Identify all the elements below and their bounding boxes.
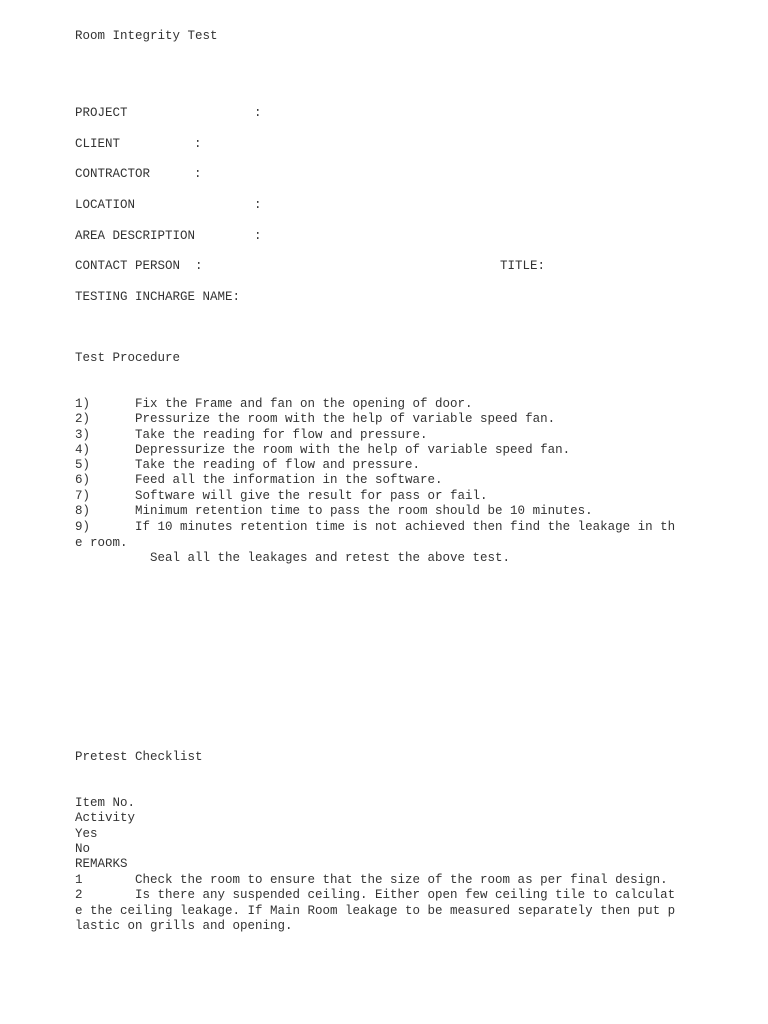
- checklist-item-number: 2: [75, 888, 83, 902]
- procedure-note: Seal all the leakages and retest the above test.: [150, 551, 511, 565]
- checklist-heading: Pretest Checklist: [75, 750, 203, 764]
- field-project-label: PROJECT: [75, 106, 128, 120]
- checklist-item-number: 1: [75, 873, 83, 887]
- procedure-step-number: 6): [75, 473, 91, 487]
- procedure-step-number: 8): [75, 504, 91, 518]
- field-area-description-colon: :: [254, 229, 262, 243]
- procedure-step-text: Take the reading for flow and pressure.: [135, 428, 428, 442]
- field-testing-incharge-label: TESTING INCHARGE NAME:: [75, 290, 241, 304]
- procedure-step-text: Pressurize the room with the help of variable speed fan.: [135, 412, 556, 426]
- procedure-step-number: 7): [75, 489, 91, 503]
- procedure-step-text: Take the reading of flow and pressure.: [135, 458, 421, 472]
- procedure-step-text: Depressurize the room with the help of variable speed fan.: [135, 443, 571, 457]
- procedure-step-text: If 10 minutes retention time is not achieved then find the leakage in th: [135, 520, 676, 534]
- checklist-item-text-continuation: lastic on grills and opening.: [75, 919, 293, 933]
- procedure-step-number: 2): [75, 412, 91, 426]
- field-project-colon: :: [254, 106, 262, 120]
- field-contact-person-colon: :: [195, 259, 203, 273]
- procedure-step-text: Fix the Frame and fan on the opening of door.: [135, 397, 473, 411]
- checklist-item-text-continuation: e the ceiling leakage. If Main Room leakage to be measured separately then put p: [75, 904, 676, 918]
- procedure-step-continuation: e room.: [75, 536, 128, 550]
- procedure-step-text: Feed all the information in the software.: [135, 473, 443, 487]
- field-client-colon: :: [194, 137, 202, 151]
- checklist-column-remarks: REMARKS: [75, 857, 128, 871]
- checklist-column-item-no: Item No.: [75, 796, 136, 810]
- procedure-heading: Test Procedure: [75, 351, 181, 365]
- checklist-column-yes: Yes: [75, 827, 98, 841]
- field-location-label: LOCATION: [75, 198, 136, 212]
- checklist-item-text: Check the room to ensure that the size of the room as per final design.: [135, 873, 668, 887]
- procedure-step-number: 1): [75, 397, 91, 411]
- field-location-colon: :: [254, 198, 262, 212]
- procedure-step-text: Minimum retention time to pass the room should be 10 minutes.: [135, 504, 593, 518]
- checklist-column-activity: Activity: [75, 811, 136, 825]
- checklist-item-text: Is there any suspended ceiling. Either open few ceiling tile to calculat: [135, 888, 676, 902]
- field-contractor-colon: :: [194, 167, 202, 181]
- field-contractor-label: CONTRACTOR: [75, 167, 151, 181]
- procedure-step-number: 5): [75, 458, 91, 472]
- procedure-step-text: Software will give the result for pass or fail.: [135, 489, 488, 503]
- procedure-step-number: 3): [75, 428, 91, 442]
- field-title-label: TITLE:: [500, 259, 546, 273]
- procedure-step-number: 9): [75, 520, 91, 534]
- document-title: Room Integrity Test: [75, 29, 218, 43]
- field-area-description-label: AREA DESCRIPTION: [75, 229, 196, 243]
- checklist-column-no: No: [75, 842, 91, 856]
- field-client-label: CLIENT: [75, 137, 121, 151]
- procedure-step-number: 4): [75, 443, 91, 457]
- field-contact-person-label: CONTACT PERSON: [75, 259, 181, 273]
